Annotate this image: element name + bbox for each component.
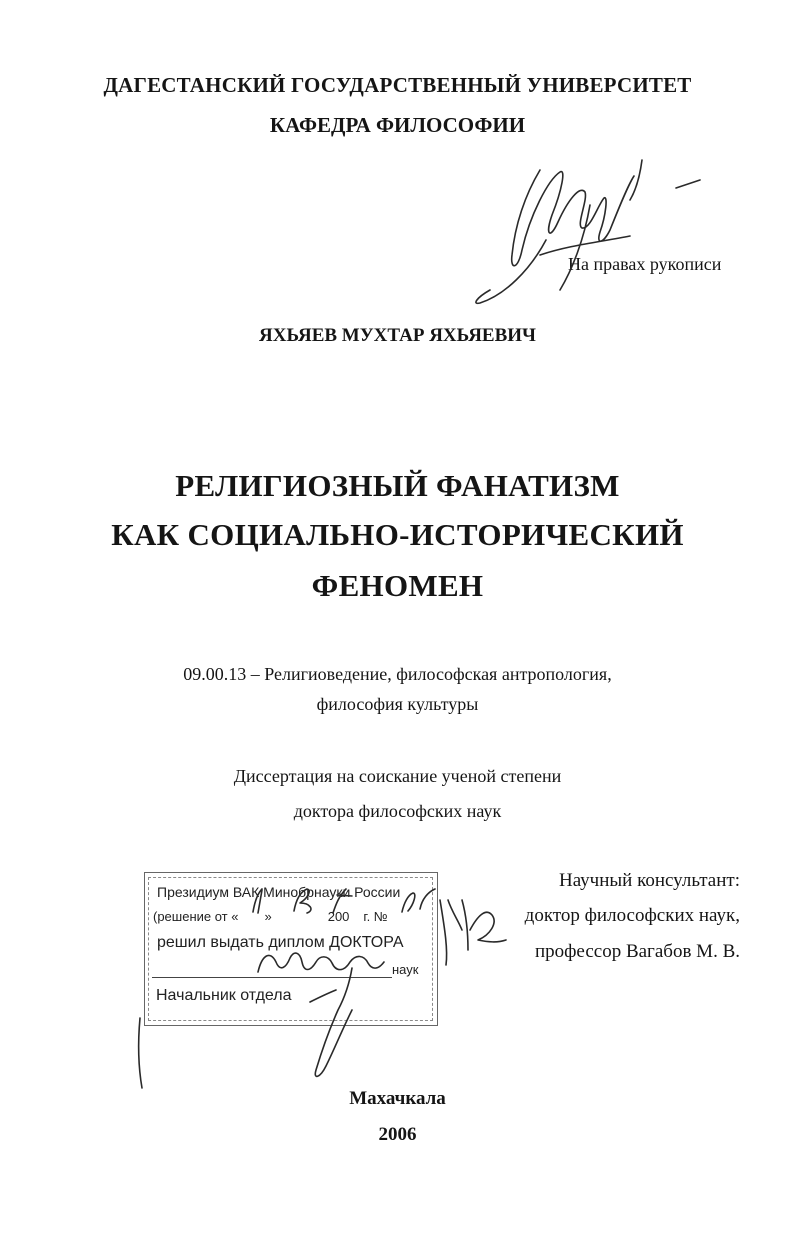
author-signature xyxy=(476,160,700,303)
stamp-line-3: решил выдать диплом ДОКТОРА xyxy=(157,934,404,951)
title-line-2: КАК СОЦИАЛЬНО-ИСТОРИЧЕСКИЙ xyxy=(111,517,684,552)
manuscript-note: На правах рукописи xyxy=(568,254,722,274)
number-handwriting xyxy=(440,900,506,965)
city: Махачкала xyxy=(349,1088,446,1109)
degree-line-2: доктора философских наук xyxy=(293,801,502,821)
university-name: ДАГЕСТАНСКИЙ ГОСУДАРСТВЕННЫЙ УНИВЕРСИТЕТ xyxy=(103,73,692,97)
advisor-name: профессор Вагабов М. В. xyxy=(534,941,740,962)
degree-line-1: Диссертация на соискание ученой степени xyxy=(233,766,562,786)
stamp-line-1: Президиум ВАК Минобрнауки России xyxy=(157,884,401,900)
stamp-decision-year: 200 xyxy=(327,909,350,924)
stamp-line-5: Начальник отдела xyxy=(156,987,292,1004)
advisor-degree: доктор философских наук, xyxy=(524,905,740,926)
stamp-rule xyxy=(152,977,392,978)
stamp-line-4: наук xyxy=(392,962,419,977)
specialty-line-1: 09.00.13 – Религиоведение, философская антропология, xyxy=(183,664,612,684)
stamp-line-2 xyxy=(153,909,388,924)
author-name: ЯХЬЯЕВ МУХТАР ЯХЬЯЕВИЧ xyxy=(259,325,536,346)
title-line-3: ФЕНОМЕН xyxy=(311,568,484,603)
year: 2006 xyxy=(378,1124,417,1145)
stamp-decision-quote: » xyxy=(264,909,272,924)
stamp-decision-number: г. № xyxy=(363,909,388,924)
title-line-1: РЕЛИГИОЗНЫЙ ФАНАТИЗМ xyxy=(175,468,620,503)
department-name: КАФЕДРА ФИЛОСОФИИ xyxy=(269,113,526,137)
stamp-decision-prefix: (решение от « xyxy=(153,909,239,924)
advisor-label: Научный консультант: xyxy=(558,870,740,891)
specialty-line-2: философия культуры xyxy=(316,694,479,714)
margin-mark xyxy=(139,1018,142,1088)
